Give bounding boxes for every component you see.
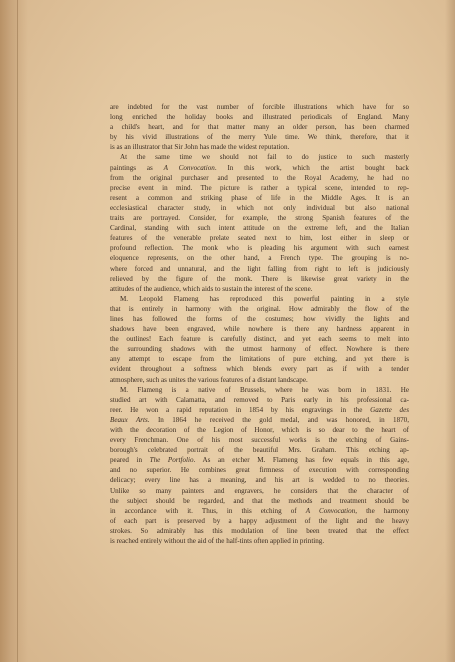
text-line: are indebted for the vast number of forcible illustrations which have for so bbox=[110, 103, 409, 111]
text-line: every Frenchman. One of his most successful works is the etching of Gains- bbox=[110, 436, 409, 445]
text-line: profound reflection. The monk who is pleading his argument with such earnest bbox=[110, 244, 409, 253]
text-line: ecclesiastical character study, in which not only individual but also national bbox=[110, 203, 409, 212]
text-line: studied art with Calamatta, and removed to Paris early in his professional ca- bbox=[110, 395, 409, 404]
text-line: strokes. So admirably has this modulation of line been treated that the effect bbox=[110, 526, 409, 535]
text-line: the subject should be regarded, and that the methods and treatment should be bbox=[110, 496, 409, 505]
body-text bbox=[110, 102, 409, 546]
text-line: precise event in mind. The picture is rather a typical scene, intended to rep- bbox=[110, 183, 409, 192]
text-line: a child's heart, and for that matter many an older person, has been charmed bbox=[110, 123, 409, 132]
binding-gutter bbox=[0, 0, 28, 662]
text-line: traits are portrayed. Consider, for example, the strong Spanish features of the bbox=[110, 214, 409, 223]
text-line: any attempt to escape from the limitations of pure etching, and yet there is bbox=[110, 355, 409, 364]
text-line: resent a common and striking phase of life in the Middle Ages. It is an bbox=[110, 193, 409, 202]
text-line: is reached entirely without the aid of the half-tints often applied in printing. bbox=[110, 537, 325, 546]
binding-crease bbox=[17, 0, 18, 662]
text-line: reer. He won a rapid reputation in 1854 by his engravings in the Gazette des bbox=[110, 405, 409, 414]
text-line: by his vivid illustrations of the merry Yule time. We think, therefore, that it bbox=[110, 133, 409, 142]
text-line: is as an illustrator that Sir John has made the widest reputation. bbox=[110, 143, 290, 152]
text-line: with the decoration of the Legion of Honor, which is so dear to the heart of bbox=[110, 426, 409, 434]
text-line: features of the venerable prelate seated next to him, lost either in sleep or bbox=[110, 234, 409, 243]
text-line: where forced and unnatural, and the light falling from right to left is judiciously bbox=[110, 264, 409, 273]
text-line: relieved by the figure of the monk. There is likewise great variety in the bbox=[110, 274, 409, 283]
text-line: the outlines! Each feature is carefully distinct, and yet each seems to melt into bbox=[110, 335, 409, 344]
text-line: paintings as A Convocation. In this work, which the artist bought back bbox=[110, 163, 409, 172]
text-line: of each part is preserved by a happy adjustment of the light and the heavy bbox=[110, 516, 409, 525]
text-line: Cardinal, standing with such intent attitude on the extreme left, and the Italian bbox=[110, 224, 409, 233]
text-line: Unlike so many painters and engravers, he considers that the character of bbox=[110, 486, 409, 495]
text-line: delicacy; every line has a meaning, and his art is wedded to no theories. bbox=[110, 476, 409, 485]
text-line: borough's celebrated portrait of the beautiful Mrs. Graham. This etching ap- bbox=[110, 446, 409, 455]
text-line: M. Leopold Flameng has reproduced this powerful painting in a style bbox=[120, 294, 409, 303]
page-edge-shadow bbox=[445, 0, 455, 662]
text-line: evident throughout a softness which blends every part as if with a tender bbox=[110, 365, 409, 374]
text-line: and no superior. He combines great firmness of execution with corresponding bbox=[110, 466, 409, 475]
text-line: attitudes of the audience, which aids to sustain the interest of the scene. bbox=[110, 284, 313, 293]
text-line: the surrounding shadows with the utmost harmony of effect. Nowhere is there bbox=[110, 345, 409, 354]
text-line: Beaux Arts. In 1864 he received the gold medal, and was honored, in 1870, bbox=[110, 415, 409, 424]
text-line: that is entirely in harmony with the original. How admirably the flow of the bbox=[110, 304, 409, 313]
text-line: long enriched the holiday books and illustrated periodicals of England. Many bbox=[110, 113, 409, 122]
text-line: shadows have been engraved, while nowhere is there any hardness apparent in bbox=[110, 325, 409, 334]
text-line: At the same time we should not fail to do justice to such masterly bbox=[120, 153, 409, 162]
text-line: lines has followed the forms of the costumes; how vividly the lights and bbox=[110, 314, 409, 323]
text-line: from the original purchaser and presented to the Royal Academy, he had no bbox=[110, 173, 409, 182]
text-line: eloquence represents, on the other hand, a French type. The grouping is no- bbox=[110, 254, 409, 263]
text-line: in accordance with it. Thus, in this etching of A Convocation, the harmony bbox=[110, 506, 410, 515]
text-line: peared in The Portfolio. As an etcher M. Flameng has few equals in this age, bbox=[110, 456, 409, 465]
text-line: atmosphere, such as unites the various features of a distant landscape. bbox=[110, 375, 308, 384]
text-line: M. Flameng is a native of Brussels, where he was born in 1831. He bbox=[120, 385, 409, 394]
